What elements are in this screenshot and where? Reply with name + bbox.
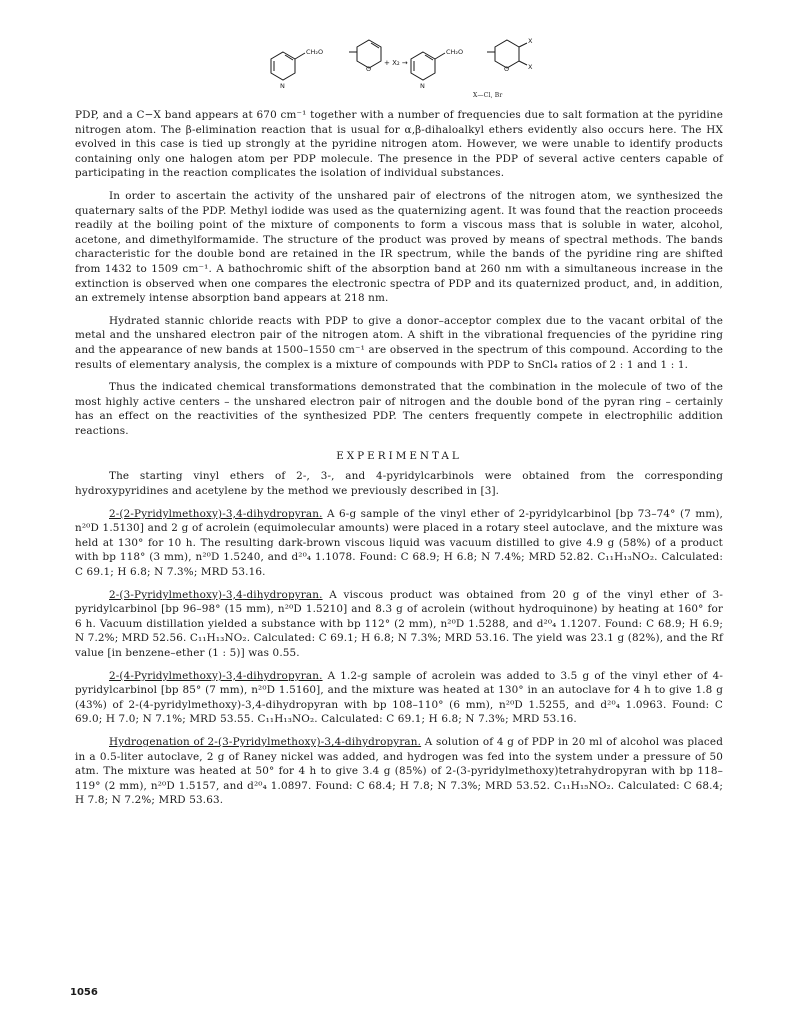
procedure-3-pyridyl xyxy=(75,588,723,661)
procedure-hydrogenation xyxy=(75,735,723,808)
scheme-caption: X—Cl, Br xyxy=(473,92,503,99)
pyran-ring-left xyxy=(357,40,381,68)
procedure-text: A solution of 4 g of PDP in 20 ml of alcohol was placed in a 0.5-liter autoclave, 2 g of Raney nickel was added, and hydrogen was fed into the system under a pressure of 50 atm. The mixture was heated at 50° for 4 h to give 3.4 g (85%) of 2-(3-pyridylmethoxy)tetrahydropyran with bp 118–119° (2 mm), n²⁰D 1.5157, and d²⁰₄ 1.0897. Found: C 68.4; H 7.8; N 7.3%; MRD 53.52. C₁₁H₁₅NO₂. Calculated: C 68.4; H 7.8; N 7.2%; MRD 53.63. xyxy=(75,735,724,807)
intro-paragraph-4: Thus the indicated chemical transformations demonstrated that the combination in the molecule of two of the most highly active centers – the unshared electron pair of nitrogen and the double bond of the pyran ring – certainly has an effect on the reactivities of the synthesized PDP. The centers frequently compete in electrophilic addition reactions. xyxy=(75,381,723,437)
reagent-label: + X₂ → xyxy=(384,59,408,67)
procedure-2-pyridyl xyxy=(75,507,723,580)
procedure-heading: 2-(2-Pyridylmethoxy)-3,4-dihydropyran. xyxy=(109,507,323,520)
right-ring-o-label: O xyxy=(504,65,510,73)
intro-paragraph-1: PDP, and a C−X band appears at 670 cm⁻¹ together with a number of frequencies due to salt formation at the pyridine nitrogen atom. The β-elimination reaction that is usual for α,β-dihaloalkyl ethers evidently also occurs here. The HX evolved in this case is tied up strongly at the pyridine nitrogen atom. However, we were unable to identify products containing only one halogen atom per PDP molecule. The presence in the PDP of several active centers capable of participating in the reaction complicates the isolation of individual substances. xyxy=(75,109,723,180)
left-ring-o-label: O xyxy=(366,65,372,73)
pyran-ring-right xyxy=(495,40,519,68)
experimental-intro: The starting vinyl ethers of 2-, 3-, and 4-pyridylcarbinols were obtained from the corresponding hydroxypyridines and acetylene by the method we previously described in [3]. xyxy=(75,470,723,498)
procedure-4-pyridyl xyxy=(75,669,723,727)
halogen-bottom-label: X xyxy=(528,63,533,71)
left-substituent-label: CH₂O xyxy=(306,48,324,56)
intro-paragraph-3: Hydrated stannic chloride reacts with PDP to give a donor–acceptor complex due to the vacant orbital of the metal and the unshared electron pair of the nitrogen atom. A shift in the vibrational frequencies of the pyridine ring and the appearance of new bands at 1500–1550 cm⁻¹ are observed in the spectrum of this compound. According to the results of elementary analysis, the complex is a mixture of compounds with PDP to SnCl₄ ratios of 2 : 1 and 1 : 1. xyxy=(75,314,723,371)
section-title-experimental: EXPERIMENTAL xyxy=(336,450,462,463)
procedure-text: A viscous product was obtained from 20 g of the vinyl ether of 3-pyridylcarbinol [bp 96–98° (15 mm), n²⁰D 1.5210] and 8.3 g of acrolein (without hydroquinone) by heating at 160° for 6 h. Vacuum distillation yielded a substance with bp 112° (2 mm), n²⁰D 1.5288, and d²⁰₄ 1.1207. Found: C 68.9; H 6.9; N 7.2%; MRD 52.56. C₁₁H₁₃NO₂. Calculated: C 69.1; H 6.8; N 7.3%; MRD 53.16. The yield was 23.1 g (82%), and the Rf value [in benzene–ether (1 : 5)] was 0.55. xyxy=(75,588,723,659)
page-number: 1056 xyxy=(70,987,98,998)
procedure-heading: Hydrogenation of 2-(3-Pyridylmethoxy)-3,4-dihydropyran. xyxy=(109,735,422,748)
halogen-top-label: X xyxy=(528,37,533,45)
page-body xyxy=(75,18,723,808)
right-ring-n-label: N xyxy=(420,82,425,90)
right-substituent-label: CH₂O xyxy=(446,48,464,56)
procedure-text: A 1.2-g sample of acrolein was added to 3.5 g of the vinyl ether of 4-pyridylcarbinol [bp 85° (7 mm), n²⁰D 1.5160], and the mixture was heated at 130° in an autoclave for 4 h to give 1.8 g (43%) of 2-(4-pyridylmethoxy)-3,4-dihydropyran with bp 108–110° (6 mm), n²⁰D 1.5255, and d²⁰₄ 1.0963. Found: C 69.0; H 7.0; N 7.1%; MRD 53.55. C₁₁H₁₃NO₂. Calculated: C 69.1; H 6.8; N 7.3%; MRD 53.16. xyxy=(75,669,723,726)
procedure-heading: 2-(3-Pyridylmethoxy)-3,4-dihydropyran. xyxy=(109,588,323,601)
intro-paragraph-2: In order to ascertain the activity of the unshared pair of electrons of the nitrogen atom, we synthesized the quaternary salts of the PDP. Methyl iodide was used as the quaternizing agent. It was found that the reaction proceeds readily at the boiling point of the mixture of components to form a viscous mass that is soluble in water, alcohol, acetone, and dimethylformamide. The structure of the product was proved by means of spectral methods. The bands characteristic for the double bond are retained in the IR spectrum, while the bands of the pyridine ring are shifted from 1432 to 1509 cm⁻¹. A bathochromic shift of the absorption band at 260 nm with a simultaneous increase in the extinction is observed when one compares the electronic spectra of PDP and its quaternized product, and, in addition, an extremely intense absorption band appears at 218 nm. xyxy=(75,189,723,305)
procedure-heading: 2-(4-Pyridylmethoxy)-3,4-dihydropyran. xyxy=(109,669,323,682)
pyridine-ring-right xyxy=(411,52,435,80)
procedure-text: A 6-g sample of the vinyl ether of 2-pyridylcarbinol [bp 73–74° (7 mm), n²⁰D 1.5130] and 2 g of acrolein (equimolecular amounts) were placed in a rotary steel autoclave, and the mixture was held at 130° for 10 h. The resulting dark-brown viscous liquid was vacuum distilled to give 4.9 g (58%) of a product with bp 118° (3 mm), n²⁰D 1.5240, and d²⁰₄ 1.1078. Found: C 68.9; H 6.8; N 7.4%; MRD 52.82. C₁₁H₁₃NO₂. Calculated: C 69.1; H 6.8; N 7.3%; MRD 53.16. xyxy=(75,507,723,579)
pyridine-ring-left xyxy=(271,52,295,80)
reaction-scheme xyxy=(75,18,723,108)
reaction-scheme-drawing xyxy=(265,18,545,92)
left-ring-n-label: N xyxy=(280,82,285,90)
